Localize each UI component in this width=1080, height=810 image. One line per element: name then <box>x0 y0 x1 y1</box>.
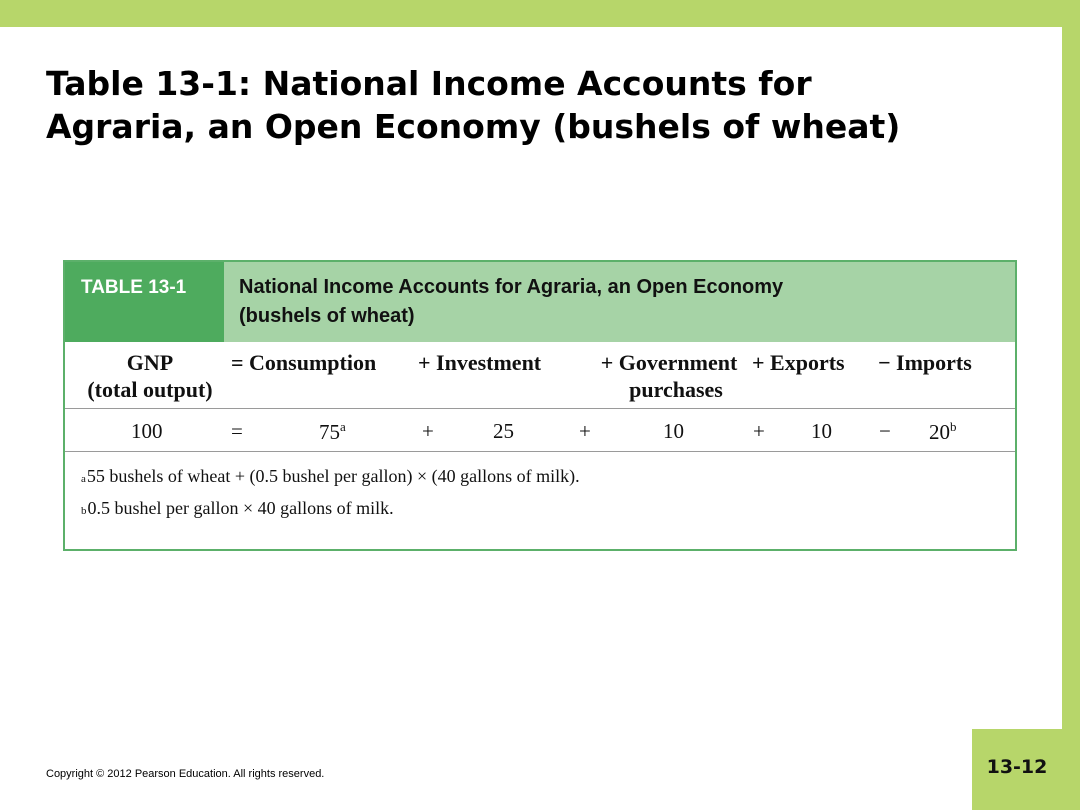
footnote-a-text: 55 bushels of wheat + (0.5 bushel per gallon) × (40 gallons of milk). <box>86 466 580 486</box>
page-number-box <box>972 729 1062 810</box>
table-footnotes <box>65 452 1015 526</box>
value-exports: 10 <box>811 419 832 443</box>
right-accent-bar <box>1062 27 1080 810</box>
value-investment: 25 <box>493 419 514 443</box>
slide-title-line1: Table 13-1: National Income Accounts for <box>46 64 812 103</box>
footnote-b-marker: b <box>81 505 87 517</box>
column-gnp-sublabel: (total output) <box>87 377 213 402</box>
table-figure <box>63 260 1017 551</box>
footnote-a-marker: a <box>81 473 86 485</box>
footnote-b <box>81 494 1015 526</box>
column-government-sublabel: purchases <box>629 377 723 402</box>
value-imports-number: 20 <box>929 420 950 444</box>
operator-equals: = <box>231 419 243 443</box>
column-government-label: + Government <box>600 350 738 375</box>
footnote-b-text: 0.5 bushel per gallon × 40 gallons of milk. <box>87 498 394 518</box>
footnote-a <box>81 462 1015 494</box>
column-gnp-label: GNP <box>126 350 174 375</box>
column-gnp <box>79 349 221 403</box>
value-imports <box>929 419 957 445</box>
column-imports: − Imports <box>878 350 972 375</box>
column-consumption: = Consumption <box>231 350 377 375</box>
column-investment: + Investment <box>418 350 542 375</box>
table-caption <box>224 262 1015 342</box>
table-label: TABLE 13-1 <box>65 262 224 342</box>
top-accent-bar <box>0 0 1080 27</box>
column-header-row <box>65 342 1015 409</box>
operator-plus-3: + <box>753 419 765 443</box>
operator-plus-1: + <box>422 419 434 443</box>
table-caption-line1: National Income Accounts for Agraria, an Open Economy <box>239 276 784 298</box>
footnote-marker-a: a <box>340 419 346 434</box>
column-exports: + Exports <box>752 350 845 375</box>
values-row <box>65 409 1015 452</box>
table-caption-line2: (bushels of wheat) <box>239 305 415 327</box>
copyright-notice: Copyright © 2012 Pearson Education. All rights reserved. <box>46 768 325 780</box>
operator-minus: − <box>879 419 891 443</box>
page-number: 13-12 <box>986 756 1048 778</box>
column-government <box>579 349 759 403</box>
footnote-marker-b: b <box>950 419 957 434</box>
value-consumption <box>319 419 346 445</box>
operator-plus-2: + <box>579 419 591 443</box>
slide-title-line2: Agraria, an Open Economy (bushels of wheat) <box>46 107 901 146</box>
value-consumption-number: 75 <box>319 420 340 444</box>
value-government: 10 <box>663 419 684 443</box>
slide-title <box>46 62 1046 148</box>
table-header-band <box>65 262 1015 342</box>
value-gnp: 100 <box>131 419 163 443</box>
